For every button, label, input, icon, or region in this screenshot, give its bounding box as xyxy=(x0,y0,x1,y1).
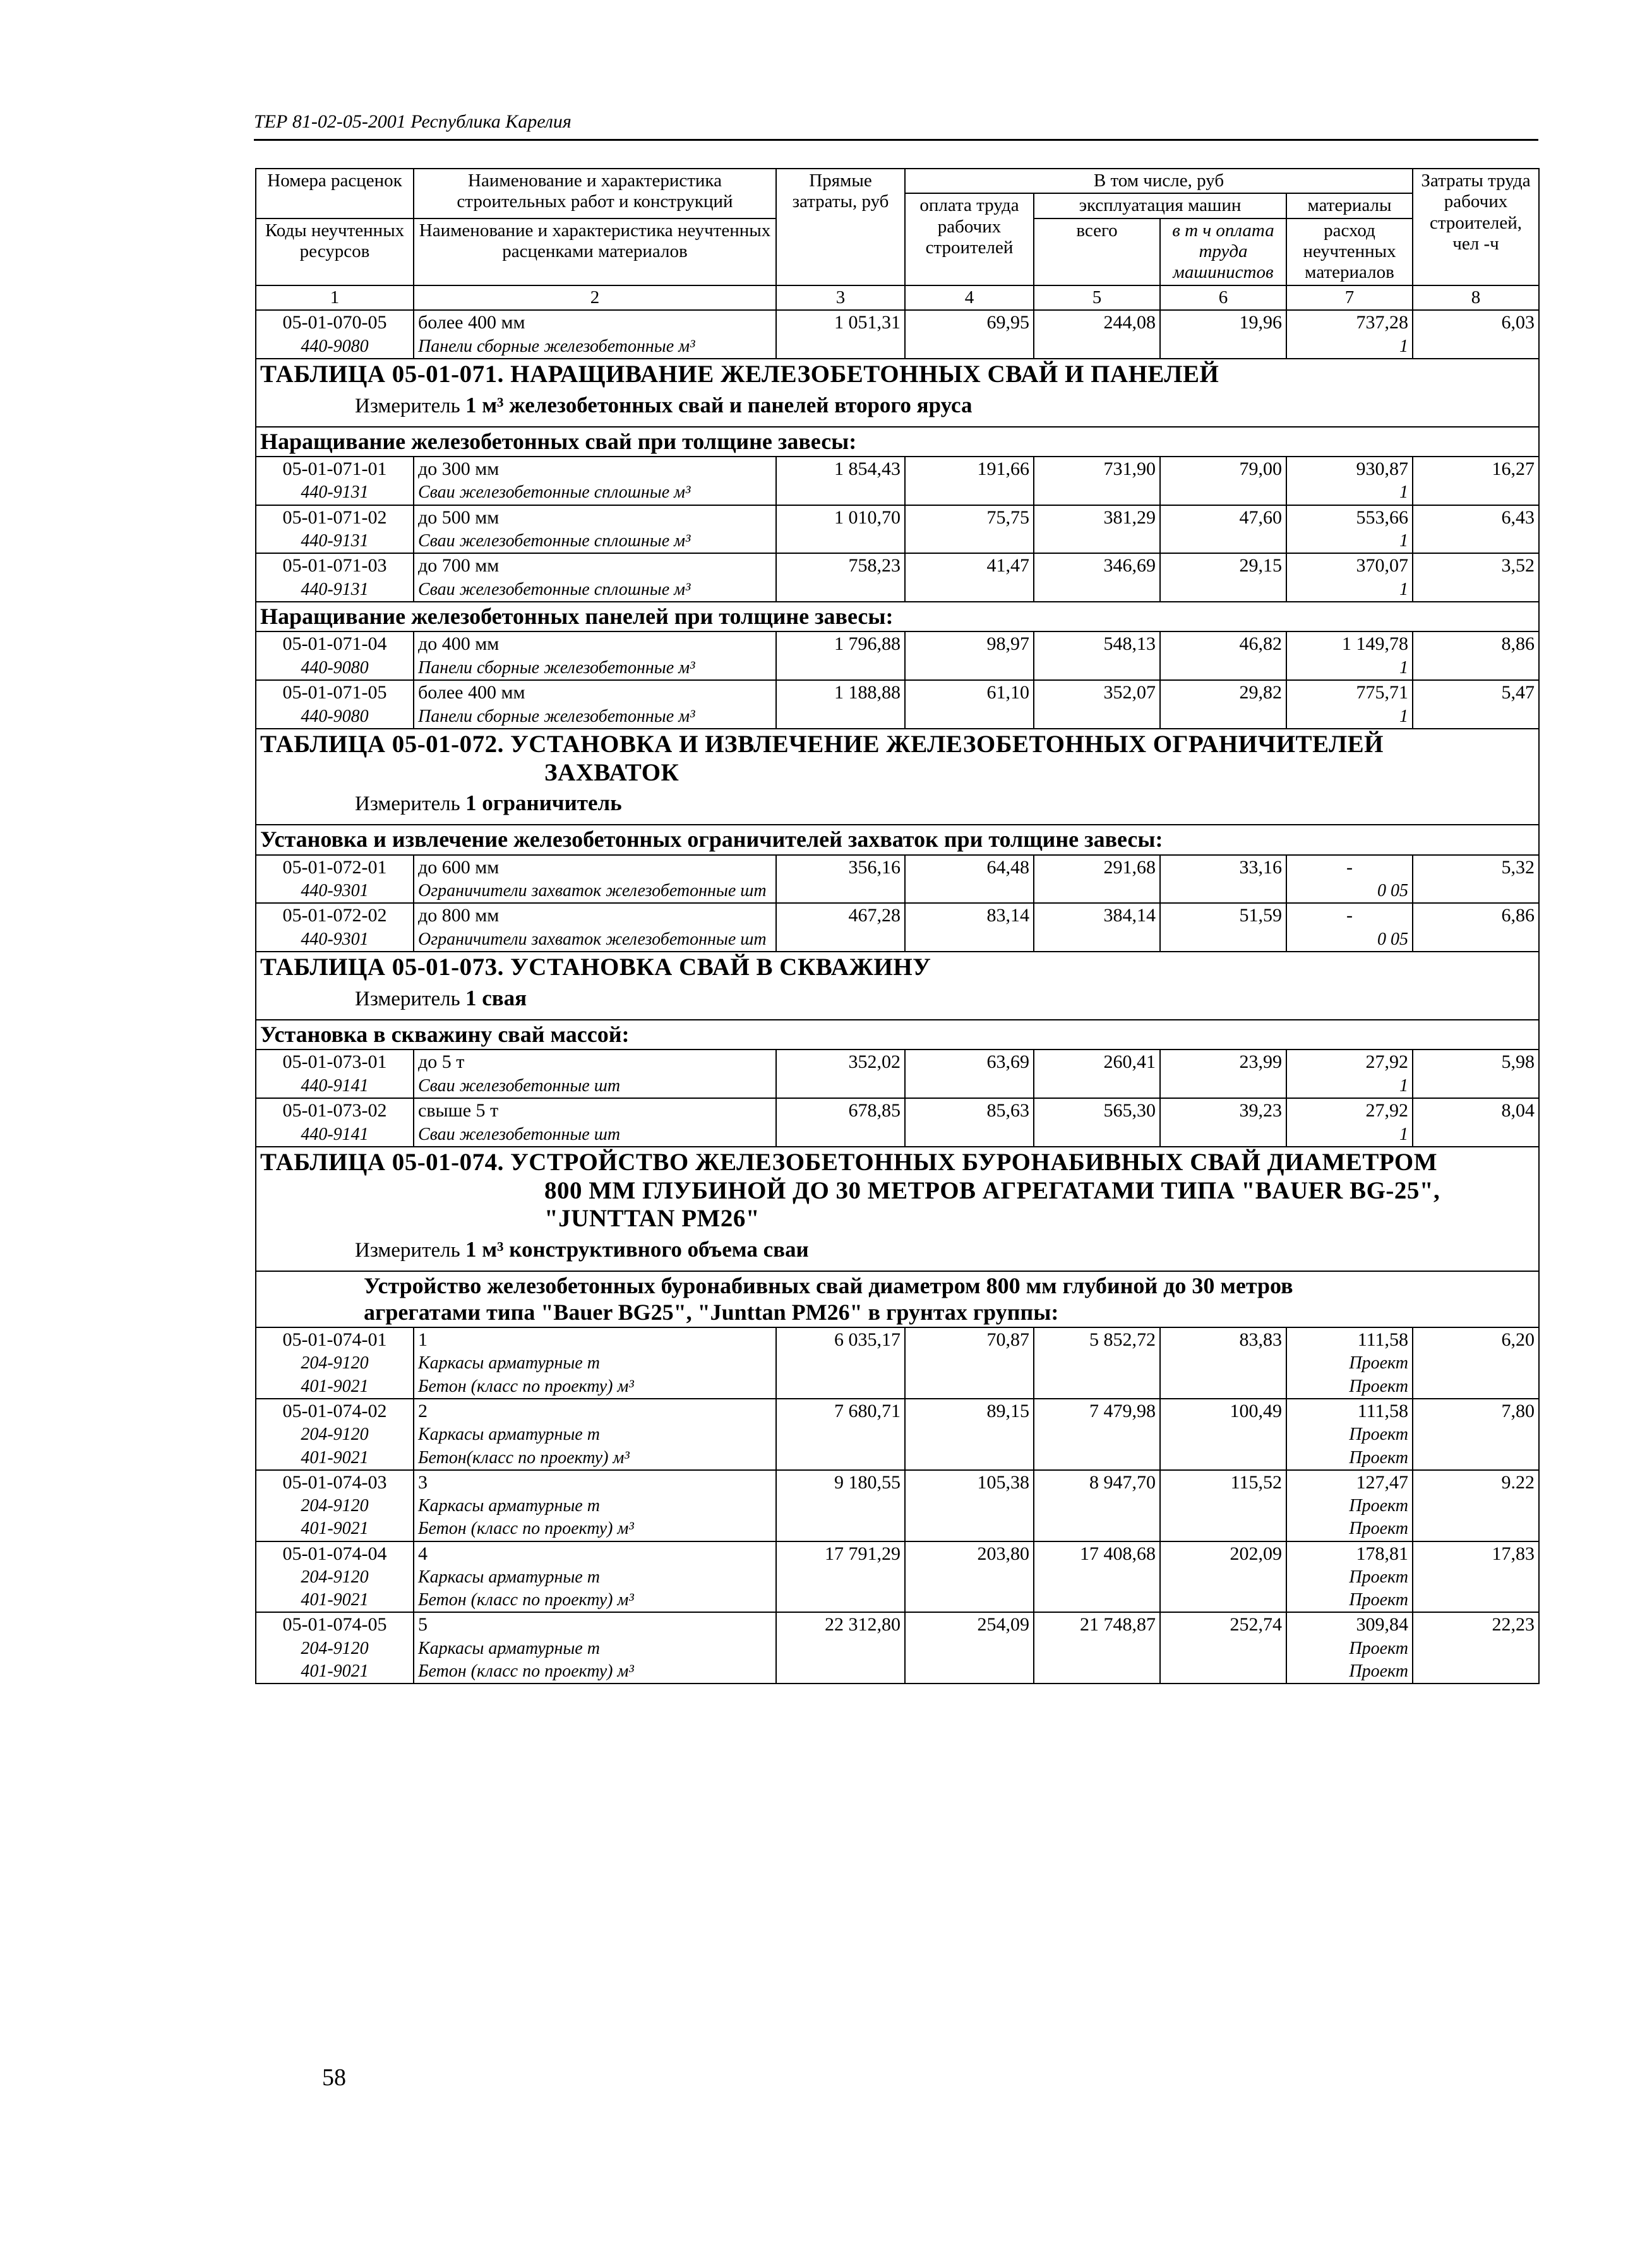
resource-quantity: 1 xyxy=(1286,578,1413,602)
resource-code: 440-9301 xyxy=(256,928,414,952)
direct-costs: 22 312,80 xyxy=(776,1612,905,1637)
col-number: 4 xyxy=(905,285,1034,310)
resource-quantity: 1 xyxy=(1286,1075,1413,1098)
labor-costs: 6,43 xyxy=(1413,505,1539,530)
table-074-title-row xyxy=(256,1147,1539,1271)
rate-code: 05-01-071-01 xyxy=(256,457,414,482)
wage: 69,95 xyxy=(905,310,1034,335)
rate-row xyxy=(256,1050,1539,1075)
header-materials: материалы xyxy=(1286,193,1413,218)
col-number: 5 xyxy=(1034,285,1160,310)
col-number: 8 xyxy=(1413,285,1539,310)
resource-name: Бетон (класс по проекту) м³ xyxy=(414,1589,776,1612)
rate-name: 5 xyxy=(414,1612,776,1637)
materials: 178,81 xyxy=(1286,1541,1413,1567)
resource-name: Каркасы арматурные т xyxy=(414,1637,776,1660)
labor-costs: 5,47 xyxy=(1413,680,1539,705)
rate-code: 05-01-074-01 xyxy=(256,1327,414,1353)
header-including: В том числе, руб xyxy=(905,169,1413,193)
resource-code: 440-9131 xyxy=(256,481,414,505)
col-number: 7 xyxy=(1286,285,1413,310)
rate-row xyxy=(256,553,1539,578)
header-labor-costs: Затраты труда рабочих строителей, чел -ч xyxy=(1413,169,1539,285)
labor-costs: 6,20 xyxy=(1413,1327,1539,1353)
resource-row xyxy=(256,1637,1539,1660)
rates-table xyxy=(255,168,1540,1684)
resource-row xyxy=(256,657,1539,680)
rate-name: 4 xyxy=(414,1541,776,1567)
rate-row xyxy=(256,505,1539,530)
resource-quantity: 1 xyxy=(1286,1123,1413,1147)
rate-code: 05-01-072-01 xyxy=(256,855,414,880)
rate-name: до 300 мм xyxy=(414,457,776,482)
rate-row xyxy=(256,680,1539,705)
table-071-title-row xyxy=(256,359,1539,427)
direct-costs: 6 035,17 xyxy=(776,1327,905,1353)
header-numbers-row xyxy=(256,285,1539,310)
labor-costs: 6,03 xyxy=(1413,310,1539,335)
resource-name: Бетон (класс по проекту) м³ xyxy=(414,1517,776,1541)
resource-code: 204-9120 xyxy=(256,1566,414,1589)
materials: - xyxy=(1286,903,1413,928)
resource-quantity: 1 xyxy=(1286,705,1413,729)
labor-costs: 7,80 xyxy=(1413,1399,1539,1424)
header-machines-total: всего xyxy=(1034,218,1160,285)
machines-total: 17 408,68 xyxy=(1034,1541,1160,1567)
rate-code: 05-01-071-02 xyxy=(256,505,414,530)
resource-quantity: 1 xyxy=(1286,530,1413,553)
resource-name: Каркасы арматурные т xyxy=(414,1495,776,1517)
resource-row xyxy=(256,1423,1539,1446)
materials: 27,92 xyxy=(1286,1098,1413,1123)
labor-costs: 22,23 xyxy=(1413,1612,1539,1637)
machines-total: 5 852,72 xyxy=(1034,1327,1160,1353)
machinist-wage: 115,52 xyxy=(1160,1470,1286,1495)
machinist-wage: 83,83 xyxy=(1160,1327,1286,1353)
rate-code: 05-01-071-04 xyxy=(256,631,414,657)
resource-quantity: Проект xyxy=(1286,1423,1413,1446)
resource-name: Ограничители захваток железобетонные шт xyxy=(414,928,776,952)
resource-quantity: Проект xyxy=(1286,1375,1413,1399)
resource-name: Сваи железобетонные сплошные м³ xyxy=(414,530,776,553)
wage: 105,38 xyxy=(905,1470,1034,1495)
col-number: 2 xyxy=(414,285,776,310)
materials: 930,87 xyxy=(1286,457,1413,482)
resource-quantity: Проект xyxy=(1286,1495,1413,1517)
labor-costs: 5,32 xyxy=(1413,855,1539,880)
labor-costs: 8,86 xyxy=(1413,631,1539,657)
machinist-wage: 23,99 xyxy=(1160,1050,1286,1075)
machinist-wage: 100,49 xyxy=(1160,1399,1286,1424)
resource-name: Каркасы арматурные т xyxy=(414,1566,776,1589)
resource-quantity: 1 xyxy=(1286,481,1413,505)
rate-code: 05-01-072-02 xyxy=(256,903,414,928)
resource-quantity: Проект xyxy=(1286,1517,1413,1541)
rate-name: 1 xyxy=(414,1327,776,1353)
rate-row xyxy=(256,855,1539,880)
resource-name: Панели сборные железобетонные м³ xyxy=(414,657,776,680)
direct-costs: 352,02 xyxy=(776,1050,905,1075)
wage: 191,66 xyxy=(905,457,1034,482)
machines-total: 731,90 xyxy=(1034,457,1160,482)
materials: 775,71 xyxy=(1286,680,1413,705)
wage: 85,63 xyxy=(905,1098,1034,1123)
wage: 75,75 xyxy=(905,505,1034,530)
col-number: 1 xyxy=(256,285,414,310)
header-row-1 xyxy=(256,169,1539,193)
resource-code: 440-9141 xyxy=(256,1075,414,1098)
resource-code: 440-9131 xyxy=(256,530,414,553)
rate-code: 05-01-073-02 xyxy=(256,1098,414,1123)
rate-name: 3 xyxy=(414,1470,776,1495)
resource-row xyxy=(256,880,1539,903)
direct-costs: 678,85 xyxy=(776,1098,905,1123)
resource-code: 204-9120 xyxy=(256,1495,414,1517)
measure-unit: Измеритель 1 свая xyxy=(355,985,527,1010)
resource-code: 440-9141 xyxy=(256,1123,414,1147)
group-header: Установка и извлечение железобетонных ограничителей захваток при толщине завесы: xyxy=(256,825,1539,854)
table-072-title-row xyxy=(256,729,1539,825)
resource-name: Каркасы арматурные т xyxy=(414,1423,776,1446)
labor-costs: 5,98 xyxy=(1413,1050,1539,1075)
rate-code: 05-01-074-05 xyxy=(256,1612,414,1637)
rate-row xyxy=(256,457,1539,482)
materials: 737,28 xyxy=(1286,310,1413,335)
group-header: Наращивание железобетонных свай при толщине завесы: xyxy=(256,427,1539,457)
group-header: Наращивание железобетонных панелей при толщине завесы: xyxy=(256,602,1539,631)
resource-code: 440-9301 xyxy=(256,880,414,903)
resource-name: Сваи железобетонные сплошные м³ xyxy=(414,481,776,505)
resource-row xyxy=(256,1495,1539,1517)
machinist-wage: 29,82 xyxy=(1160,680,1286,705)
resource-quantity: 0 05 xyxy=(1286,880,1413,903)
col-number: 6 xyxy=(1160,285,1286,310)
wage: 83,14 xyxy=(905,903,1034,928)
resource-name: Бетон(класс по проекту) м³ xyxy=(414,1447,776,1470)
machinist-wage: 202,09 xyxy=(1160,1541,1286,1567)
rate-code: 05-01-071-03 xyxy=(256,553,414,578)
materials: - xyxy=(1286,855,1413,880)
rate-name: до 600 мм xyxy=(414,855,776,880)
machinist-wage: 46,82 xyxy=(1160,631,1286,657)
header-work-name: Наименование и характеристика строительных работ и конструкций xyxy=(414,169,776,218)
labor-costs: 6,86 xyxy=(1413,903,1539,928)
rate-code: 05-01-070-05 xyxy=(256,310,414,335)
machines-total: 260,41 xyxy=(1034,1050,1160,1075)
wage: 254,09 xyxy=(905,1612,1034,1637)
wage: 63,69 xyxy=(905,1050,1034,1075)
rate-code: 05-01-074-03 xyxy=(256,1470,414,1495)
rate-row xyxy=(256,631,1539,657)
direct-costs: 1 854,43 xyxy=(776,457,905,482)
rate-name: более 400 мм xyxy=(414,680,776,705)
resource-row xyxy=(256,1075,1539,1098)
resource-code: 401-9021 xyxy=(256,1660,414,1684)
resource-row xyxy=(256,1660,1539,1684)
header-material-consumption: расход неучтенных материалов xyxy=(1286,218,1413,285)
machines-total: 8 947,70 xyxy=(1034,1470,1160,1495)
resource-row xyxy=(256,1517,1539,1541)
table-073-title-row xyxy=(256,952,1539,1020)
resource-quantity: Проект xyxy=(1286,1637,1413,1660)
resource-name: Бетон (класс по проекту) м³ xyxy=(414,1660,776,1684)
resource-name: Бетон (класс по проекту) м³ xyxy=(414,1375,776,1399)
machines-total: 565,30 xyxy=(1034,1098,1160,1123)
resource-row xyxy=(256,1589,1539,1612)
header-rule xyxy=(254,139,1538,141)
resource-quantity: Проект xyxy=(1286,1566,1413,1589)
resource-name: Сваи железобетонные сплошные м³ xyxy=(414,578,776,602)
machines-total: 244,08 xyxy=(1034,310,1160,335)
measure-unit: Измеритель 1 ограничитель xyxy=(355,791,622,816)
machines-total: 548,13 xyxy=(1034,631,1160,657)
wage: 41,47 xyxy=(905,553,1034,578)
resource-name: Каркасы арматурные т xyxy=(414,1352,776,1375)
materials: 127,47 xyxy=(1286,1470,1413,1495)
rate-row xyxy=(256,1399,1539,1424)
machinist-wage: 39,23 xyxy=(1160,1098,1286,1123)
header-resource-codes: Коды неучтенных ресурсов xyxy=(256,218,414,285)
header-wage: оплата труда рабочих строителей xyxy=(905,193,1034,285)
resource-code: 440-9080 xyxy=(256,705,414,729)
direct-costs: 7 680,71 xyxy=(776,1399,905,1424)
resource-code: 440-9080 xyxy=(256,335,414,359)
resource-row xyxy=(256,530,1539,553)
machines-total: 381,29 xyxy=(1034,505,1160,530)
rate-row xyxy=(256,310,1539,335)
rate-code: 05-01-071-05 xyxy=(256,680,414,705)
measure-unit: Измеритель 1 м³ железобетонных свай и панелей второго яруса xyxy=(355,392,973,417)
resource-quantity: Проект xyxy=(1286,1447,1413,1470)
resource-row xyxy=(256,928,1539,952)
wage: 61,10 xyxy=(905,680,1034,705)
direct-costs: 758,23 xyxy=(776,553,905,578)
labor-costs: 16,27 xyxy=(1413,457,1539,482)
rate-name: до 700 мм xyxy=(414,553,776,578)
resource-row xyxy=(256,1447,1539,1470)
resource-name: Сваи железобетонные шт xyxy=(414,1075,776,1098)
resource-code: 204-9120 xyxy=(256,1637,414,1660)
page-number: 58 xyxy=(322,2064,346,2091)
rate-name: до 800 мм xyxy=(414,903,776,928)
rate-name: 2 xyxy=(414,1399,776,1424)
resource-quantity: Проект xyxy=(1286,1589,1413,1612)
resource-row xyxy=(256,335,1539,359)
wage: 98,97 xyxy=(905,631,1034,657)
labor-costs: 3,52 xyxy=(1413,553,1539,578)
resource-name: Панели сборные железобетонные м³ xyxy=(414,335,776,359)
rate-name: свыше 5 т xyxy=(414,1098,776,1123)
machines-total: 291,68 xyxy=(1034,855,1160,880)
machinist-wage: 19,96 xyxy=(1160,310,1286,335)
direct-costs: 356,16 xyxy=(776,855,905,880)
resource-code: 204-9120 xyxy=(256,1352,414,1375)
direct-costs: 1 010,70 xyxy=(776,505,905,530)
measure-unit: Измеритель 1 м³ конструктивного объема сваи xyxy=(355,1237,809,1262)
resource-row xyxy=(256,1566,1539,1589)
direct-costs: 1 051,31 xyxy=(776,310,905,335)
machines-total: 384,14 xyxy=(1034,903,1160,928)
direct-costs: 1 796,88 xyxy=(776,631,905,657)
materials: 111,58 xyxy=(1286,1327,1413,1353)
rate-name: до 500 мм xyxy=(414,505,776,530)
resource-name: Ограничители захваток железобетонные шт xyxy=(414,880,776,903)
resource-code: 440-9080 xyxy=(256,657,414,680)
labor-costs: 17,83 xyxy=(1413,1541,1539,1567)
header-machinist-wage: в т ч оплата труда машинистов xyxy=(1160,218,1286,285)
resource-row xyxy=(256,705,1539,729)
materials: 27,92 xyxy=(1286,1050,1413,1075)
materials: 309,84 xyxy=(1286,1612,1413,1637)
labor-costs: 9.22 xyxy=(1413,1470,1539,1495)
rate-row xyxy=(256,1327,1539,1353)
rate-name: до 5 т xyxy=(414,1050,776,1075)
resource-name: Сваи железобетонные шт xyxy=(414,1123,776,1147)
machines-total: 346,69 xyxy=(1034,553,1160,578)
group-header: Установка в скважину свай массой: xyxy=(256,1020,1539,1050)
resource-row xyxy=(256,1352,1539,1375)
machinist-wage: 47,60 xyxy=(1160,505,1286,530)
table-074-body xyxy=(256,1327,1539,1684)
resource-quantity: Проект xyxy=(1286,1660,1413,1684)
header-codes: Номера расценок xyxy=(256,169,414,218)
resource-quantity: 1 xyxy=(1286,657,1413,680)
materials: 370,07 xyxy=(1286,553,1413,578)
table-title: ТАБЛИЦА 05-01-074. УСТРОЙСТВО ЖЕЛЕЗОБЕТОННЫХ БУРОНАБИВНЫХ СВАЙ ДИАМЕТРОМ 800 ММ ГЛУБИНОЙ ДО 30 МЕТРОВ АГРЕГАТАМИ ТИПА "BAUER BG-25", "JUNTTAN PM26" xyxy=(260,1148,1440,1233)
machinist-wage: 33,16 xyxy=(1160,855,1286,880)
machinist-wage: 252,74 xyxy=(1160,1612,1286,1637)
labor-costs: 8,04 xyxy=(1413,1098,1539,1123)
wage: 64,48 xyxy=(905,855,1034,880)
resource-row xyxy=(256,578,1539,602)
rate-name: до 400 мм xyxy=(414,631,776,657)
resource-row xyxy=(256,1123,1539,1147)
resource-name: Панели сборные железобетонные м³ xyxy=(414,705,776,729)
rate-name: более 400 мм xyxy=(414,310,776,335)
machinist-wage: 29,15 xyxy=(1160,553,1286,578)
running-head: ТЕР 81-02-05-2001 Республика Карелия xyxy=(254,111,572,132)
col-number: 3 xyxy=(776,285,905,310)
rate-row xyxy=(256,1541,1539,1567)
direct-costs: 1 188,88 xyxy=(776,680,905,705)
direct-costs: 17 791,29 xyxy=(776,1541,905,1567)
group-header: Устройство железобетонных буронабивных свай диаметром 800 мм глубиной до 30 метров агрегатами типа "Bauer BG25", "Junttan PM26" в грунтах группы: xyxy=(256,1271,1539,1327)
rate-row xyxy=(256,1098,1539,1123)
wage: 203,80 xyxy=(905,1541,1034,1567)
resource-code: 401-9021 xyxy=(256,1589,414,1612)
table-title: ТАБЛИЦА 05-01-073. УСТАНОВКА СВАЙ В СКВАЖИНУ xyxy=(260,954,931,981)
header-machines: эксплуатация машин xyxy=(1034,193,1286,218)
resource-quantity: 0 05 xyxy=(1286,928,1413,952)
rate-code: 05-01-074-04 xyxy=(256,1541,414,1567)
machines-total: 21 748,87 xyxy=(1034,1612,1160,1637)
resource-code: 401-9021 xyxy=(256,1517,414,1541)
resource-code: 440-9131 xyxy=(256,578,414,602)
wage: 89,15 xyxy=(905,1399,1034,1424)
header-material-name: Наименование и характеристика неучтенных расценками материалов xyxy=(414,218,776,285)
machines-total: 7 479,98 xyxy=(1034,1399,1160,1424)
resource-row xyxy=(256,481,1539,505)
rate-row xyxy=(256,1470,1539,1495)
resource-code: 401-9021 xyxy=(256,1375,414,1399)
wage: 70,87 xyxy=(905,1327,1034,1353)
rate-code: 05-01-074-02 xyxy=(256,1399,414,1424)
machinist-wage: 79,00 xyxy=(1160,457,1286,482)
direct-costs: 467,28 xyxy=(776,903,905,928)
materials: 111,58 xyxy=(1286,1399,1413,1424)
rate-code: 05-01-073-01 xyxy=(256,1050,414,1075)
rate-row xyxy=(256,903,1539,928)
table-title: ТАБЛИЦА 05-01-072. УСТАНОВКА И ИЗВЛЕЧЕНИЕ ЖЕЛЕЗОБЕТОННЫХ ОГРАНИЧИТЕЛЕЙ ЗАХВАТОК xyxy=(260,730,1384,786)
materials: 553,66 xyxy=(1286,505,1413,530)
table-title: ТАБЛИЦА 05-01-071. НАРАЩИВАНИЕ ЖЕЛЕЗОБЕТОННЫХ СВАЙ И ПАНЕЛЕЙ xyxy=(260,360,1219,388)
resource-quantity: Проект xyxy=(1286,1352,1413,1375)
materials: 1 149,78 xyxy=(1286,631,1413,657)
resource-quantity: 1 xyxy=(1286,335,1413,359)
header-direct-costs: Прямые затраты, руб xyxy=(776,169,905,285)
resource-row xyxy=(256,1375,1539,1399)
resource-code: 401-9021 xyxy=(256,1447,414,1470)
direct-costs: 9 180,55 xyxy=(776,1470,905,1495)
resource-code: 204-9120 xyxy=(256,1423,414,1446)
machines-total: 352,07 xyxy=(1034,680,1160,705)
rate-row xyxy=(256,1612,1539,1637)
machinist-wage: 51,59 xyxy=(1160,903,1286,928)
